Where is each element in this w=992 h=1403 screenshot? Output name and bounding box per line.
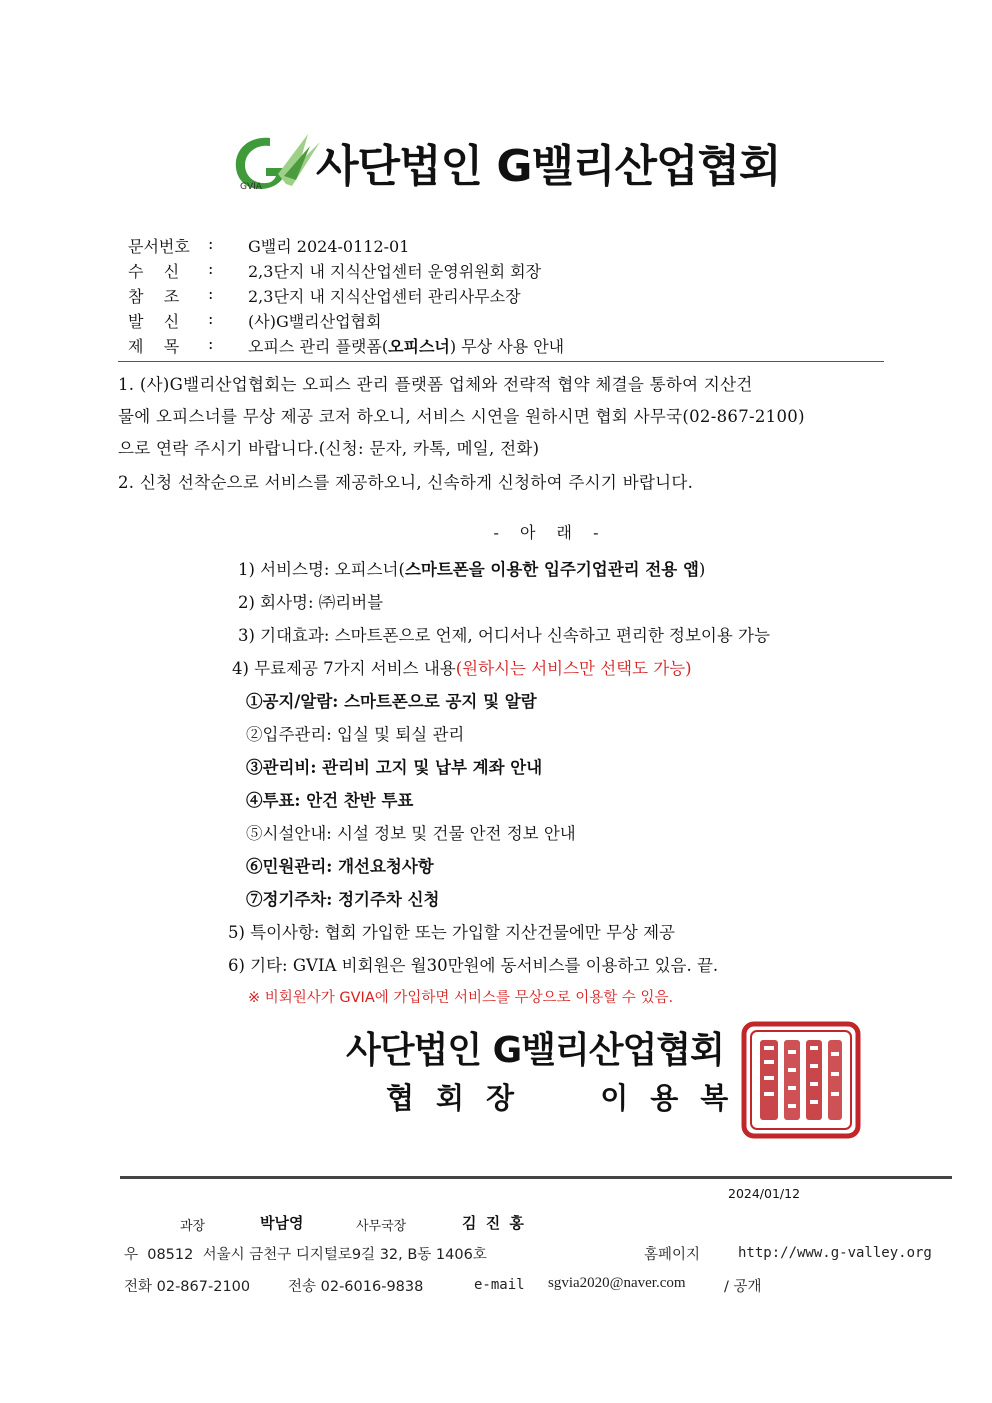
- header-logo: [230, 128, 781, 200]
- approver-role-1: 과장: [180, 1219, 206, 1234]
- official-seal-icon: [740, 1020, 862, 1140]
- footer-fax: 전송 02-6016-9838: [288, 1279, 424, 1295]
- item-special-note: 5) 특이사항: 협회 가입한 또는 가입할 지산건물에만 무상 제공: [228, 923, 675, 942]
- section-title: - 아 래 -: [493, 523, 607, 542]
- paragraph-2: 2. 신청 선착순으로 서비스를 제공하오니, 신속하게 신청하여 주시기 바랍니다.: [118, 473, 694, 492]
- service-parking: ⑦정기주차: 정기주차 신청: [246, 890, 440, 909]
- footer-address: 우 08512 서울시 금천구 디지털로9길 32, B동 1406호: [124, 1247, 487, 1263]
- document-date: 2024/01/12: [728, 1186, 801, 1201]
- signature-org: 사단법인 G밸리산업협회: [346, 1030, 724, 1071]
- meta-value: 2,3단지 내 지식산업센터 관리사무소장: [248, 287, 521, 306]
- item-service-name: 1) 서비스명: 오피스너(스마트폰을 이용한 입주기업관리 전용 앱): [238, 560, 706, 579]
- logo-abbr: GVIA: [240, 182, 262, 192]
- approver-name-1: 박남영: [260, 1214, 304, 1232]
- meta-value: 오피스 관리 플랫폼(오피스너) 무상 사용 안내: [248, 337, 565, 356]
- footer-divider: [120, 1176, 952, 1179]
- homepage-link[interactable]: http://www.g-valley.org: [738, 1245, 932, 1261]
- member-note: ※ 비회원사가 GVIA에 가입하면 서비스를 무상으로 이용할 수 있음.: [248, 990, 674, 1006]
- paragraph-1-line-2: 물에 오피스너를 무상 제공 코저 하오니, 서비스 시연을 원하시면 협회 사무국(02-867-2100): [118, 407, 805, 426]
- meta-label: 참 조: [128, 287, 180, 306]
- item-company: 2) 회사명: ㈜리버블: [238, 593, 384, 612]
- item-benefit: 3) 기대효과: 스마트폰으로 언제, 어디서나 신속하고 편리한 정보이용 가능: [238, 626, 770, 645]
- meta-label: 발 신: [128, 312, 180, 331]
- email-link[interactable]: sgvia2020@naver.com: [548, 1275, 686, 1291]
- paragraph-1-line-1: 1. (사)G밸리산업협회는 오피스 관리 플랫폼 업체와 전략적 협약 체결을 통하여 지산건: [118, 375, 753, 394]
- meta-label: 수 신: [128, 262, 180, 281]
- org-name-title: 사단법인 G밸리산업협회: [316, 141, 781, 192]
- service-facility: ⑤시설안내: 시설 정보 및 건물 안전 정보 안내: [246, 824, 576, 843]
- meta-value: G밸리 2024-0112-01: [248, 237, 410, 256]
- meta-value: 2,3단지 내 지식산업센터 운영위원회 회장: [248, 262, 542, 281]
- footer-tel: 전화 02-867-2100: [124, 1279, 251, 1295]
- service-notice: ①공지/알람: 스마트폰으로 공지 및 알람: [246, 692, 537, 711]
- meta-label: 문서번호: [128, 237, 190, 256]
- service-fee: ③관리비: 관리비 고지 및 납부 계좌 안내: [246, 758, 543, 777]
- meta-label: 제 목: [128, 337, 180, 356]
- visibility-status: / 공개: [724, 1279, 762, 1295]
- homepage-label: 홈페이지: [644, 1247, 701, 1263]
- meta-value: (사)G밸리산업협회: [248, 312, 382, 331]
- email-label: e-mail: [474, 1277, 525, 1293]
- approver-role-2: 사무국장: [356, 1219, 407, 1234]
- signature-chair: 협회장 이용복: [386, 1081, 751, 1115]
- service-complaint: ⑥민원관리: 개선요청사항: [246, 857, 434, 876]
- divider: [118, 361, 884, 362]
- service-vote: ④투표: 안건 찬반 투표: [246, 791, 414, 810]
- approver-name-2: 김 진 홍: [462, 1214, 526, 1232]
- item-etc: 6) 기타: GVIA 비회원은 월30만원에 동서비스를 이용하고 있음. 끝.: [228, 956, 719, 975]
- item-free-services: 4) 무료제공 7가지 서비스 내용(원하시는 서비스만 선택도 가능): [232, 659, 692, 678]
- paragraph-1-line-3: 으로 연락 주시기 바랍니다.(신청: 문자, 카톡, 메일, 전화): [118, 439, 540, 458]
- service-tenant: ②입주관리: 입실 및 퇴실 관리: [246, 725, 465, 744]
